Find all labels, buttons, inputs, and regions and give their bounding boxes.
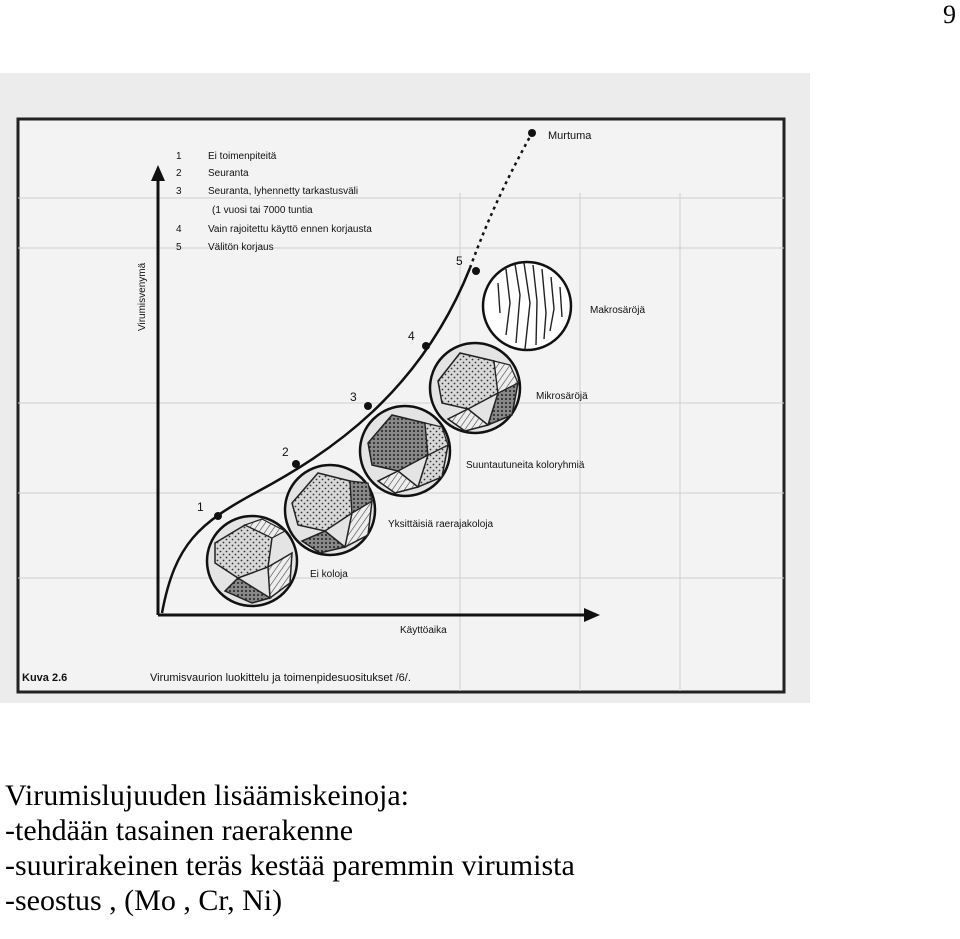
rupture-label: Murtuma — [548, 130, 592, 142]
legend-num-5: 5 — [176, 242, 182, 253]
legend-text-5: Välitön korjaus — [208, 242, 274, 253]
legend-text-3: Seuranta, lyhennetty tarkastusväli — [208, 186, 359, 197]
scanned-figure — [0, 73, 810, 703]
stage-label-4: Mikrosäröjä — [536, 391, 588, 402]
creep-damage-figure — [0, 73, 810, 703]
curve-point-4 — [422, 342, 430, 350]
stage-label-2: Yksittäisiä raerajakoloja — [388, 519, 494, 530]
y-axis-label: Virumisvenymä — [137, 262, 148, 331]
rupture-point — [528, 129, 536, 137]
point-label-1: 1 — [197, 500, 204, 514]
stage-label-5: Makrosäröjä — [590, 305, 646, 316]
body-text — [5, 778, 955, 918]
microstructure-2 — [285, 465, 375, 555]
legend-text-4: Vain rajoitettu käyttö ennen korjausta — [208, 224, 372, 235]
microstructure-4 — [430, 343, 520, 433]
body-line-4: -seostus , (Mo , Cr, Ni) — [5, 884, 283, 917]
stage-label-3: Suuntautuneita koloryhmiä — [466, 460, 585, 471]
stage-label-1: Ei koloja — [310, 569, 348, 580]
microstructure-3 — [360, 406, 450, 496]
legend-num-3: 3 — [176, 186, 182, 197]
x-axis-label: Käyttöaika — [400, 625, 447, 636]
figure-caption-text: Virumisvaurion luokittelu ja toimenpidesuositukset /6/. — [150, 672, 411, 684]
microstructure-5 — [483, 262, 571, 350]
curve-point-3 — [364, 402, 372, 410]
body-line-3: -suurirakeinen teräs kestää paremmin virumista — [5, 849, 575, 882]
legend-num-4: 4 — [176, 224, 182, 235]
body-line-1: Virumislujuuden lisäämiskeinoja: — [5, 779, 409, 812]
legend-text-3b: (1 vuosi tai 7000 tuntia — [212, 205, 313, 216]
microstructure-1 — [207, 516, 297, 606]
curve-point-1 — [214, 512, 222, 520]
body-line-2: -tehdään tasainen raerakenne — [5, 814, 354, 847]
point-label-2: 2 — [282, 445, 289, 459]
legend-num-1: 1 — [176, 151, 182, 162]
legend-num-2: 2 — [176, 168, 182, 179]
curve-point-5 — [472, 267, 480, 275]
point-label-4: 4 — [408, 329, 415, 343]
point-label-3: 3 — [350, 390, 357, 404]
legend-text-2: Seuranta — [208, 168, 249, 179]
legend-text-1: Ei toimenpiteitä — [208, 151, 277, 162]
point-label-5: 5 — [456, 254, 463, 268]
figure-caption-number: Kuva 2.6 — [22, 672, 68, 684]
page-number: 9 — [943, 0, 956, 29]
curve-point-2 — [292, 460, 300, 468]
